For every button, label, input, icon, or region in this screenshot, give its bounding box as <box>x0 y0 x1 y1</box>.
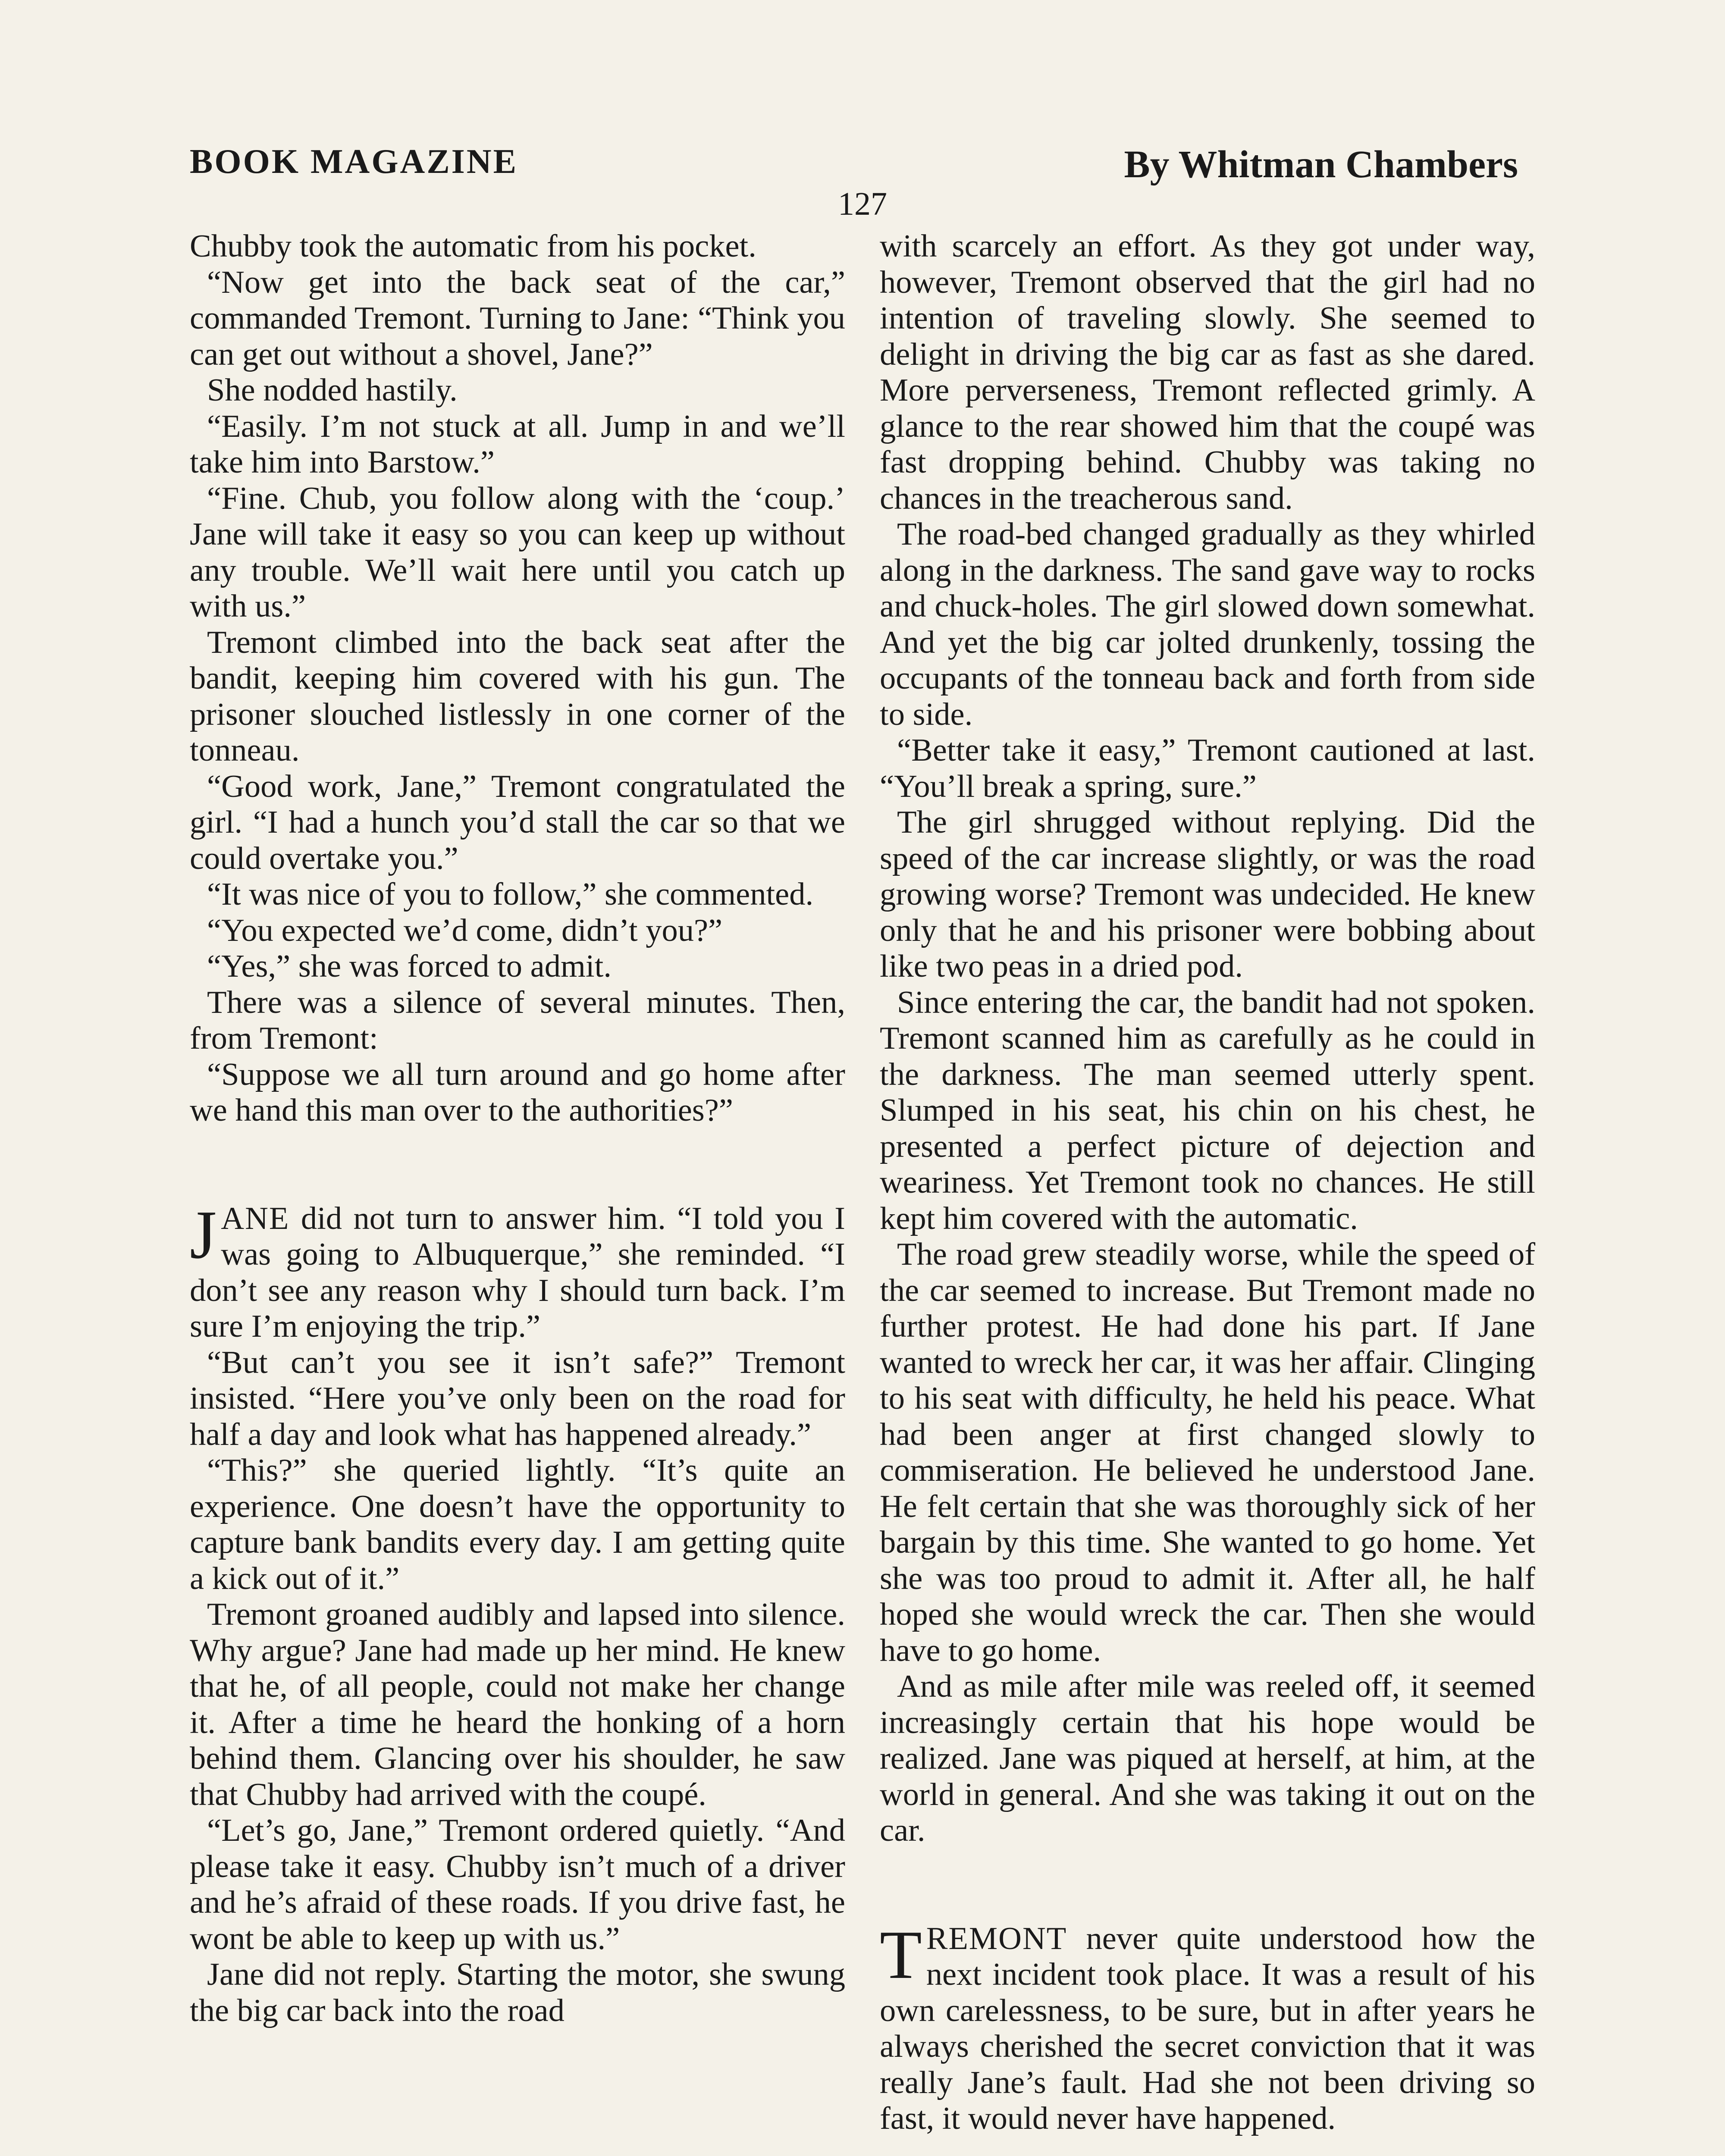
right-column <box>880 229 1535 2137</box>
drop-cap-paragraph <box>880 1916 1535 2137</box>
left-column <box>190 229 845 2029</box>
paragraph: The road grew steadily worse, while the speed of the car seemed to increase. But Tremont made no further protest. He had done his part. If Jane wanted to wreck her car, it was her affair. Clinging to his seat with difficulty, he held his peace. What had been anger at first changed slowly to commiseration. He believed he understood Jane. He felt certain that she was thoroughly sick of her bargain by this time. She wanted to go home. Yet she was too proud to admit it. After all, he half hoped she would wreck the car. Then she would have to go home. <box>880 1237 1535 1668</box>
paragraph: The road-bed changed gradually as they whirled along in the darkness. The sand gave way to rocks and chuck-holes. The girl slowed down somewhat. And yet the big car jolted drunkenly, tossing the occupants of the tonneau back and forth from side to side. <box>880 517 1535 732</box>
paragraph: “Fine. Chub, you follow along with the ‘coup.’ Jane will take it easy so you can keep up without any trouble. We’ll wait here until you catch up with us.” <box>190 480 845 624</box>
page-header <box>190 142 1518 190</box>
paragraph: “But can’t you see it isn’t safe?” Tremont insisted. “Here you’ve only been on the road for half a day and look what has happened already.” <box>190 1344 845 1452</box>
paragraph: The girl shrugged without replying. Did the speed of the car increase slightly, or was the road growing worse? Tremont was undecided. He knew only that he and his prisoner were bobbing about like two peas in a dried pod. <box>880 805 1535 984</box>
drop-cap-paragraph <box>190 1196 845 1345</box>
paragraph: There was a silence of several minutes. Then, from Tremont: <box>190 984 845 1056</box>
section-break <box>880 1849 1535 1921</box>
drop-cap: J <box>190 1196 217 1273</box>
paragraph: “It was nice of you to follow,” she commented. <box>207 877 814 912</box>
author-byline: By Whitman Chambers <box>1124 143 1518 186</box>
paragraph: “Suppose we all turn around and go home after we hand this man over to the authorities?” <box>190 1056 845 1128</box>
paragraph: And as mile after mile was reeled off, it seemed increasingly certain that his hope would be realized. Jane was piqued at herself, at him, at the world in general. And she was taking it out on the car. <box>880 1669 1535 1848</box>
small-caps-lead: ANE <box>221 1200 290 1236</box>
paragraph: “You expected we’d come, didn’t you?” <box>207 912 723 948</box>
paragraph: “This?” she queried lightly. “It’s quite an experience. One doesn’t have the opportunity to capture bank bandits every day. I am getting quite a kick out of it.” <box>190 1453 845 1596</box>
paragraph: Tremont groaned audibly and lapsed into silence. Why argue? Jane had made up her mind. He knew that he, of all people, could not make her change it. After a time he heard the honking of a horn behind them. Glancing over his shoulder, he saw that Chubby had arrived with the coupé. <box>190 1597 845 1812</box>
paragraph: Chubby took the automatic from his pocket. <box>190 229 756 264</box>
page-number: 127 <box>838 186 887 222</box>
paragraph: Jane did not reply. Starting the motor, she swung the big car back into the road <box>190 1957 845 2028</box>
paragraph-text: never quite understood how the next incident took place. It was a result of his own carelessness, to be sure, but in after years he always cherished the secret conviction that it was really Jane’s fault. Had she not been driving so fast, it would never have happened. <box>880 1921 1535 2136</box>
paragraph: She nodded hastily. <box>207 373 458 408</box>
drop-cap: T <box>880 1916 922 1993</box>
section-break <box>190 1129 845 1201</box>
paragraph: “Good work, Jane,” Tremont congratulated the girl. “I had a hunch you’d stall the car so that we could overtake you.” <box>190 768 845 876</box>
paragraph: “Now get into the back seat of the car,” commanded Tremont. Turning to Jane: “Think you can get out without a shovel, Jane?” <box>190 264 845 372</box>
paragraph: Tremont climbed into the back seat after the bandit, keeping him covered with his gun. The prisoner slouched listlessly in one corner of the tonneau. <box>190 624 845 768</box>
small-caps-lead: REMONT <box>926 1921 1067 1956</box>
paragraph: “Better take it easy,” Tremont cautioned at last. “You’ll break a spring, sure.” <box>880 733 1535 804</box>
paragraph: with scarcely an effort. As they got under way, however, Tremont observed that the girl had no intention of traveling slowly. She seemed to delight in driving the big car as fast as she dared. More perverseness, Tremont reflected grimly. A glance to the rear showed him that the coupé was fast dropping behind. Chubby was taking no chances in the treacherous sand. <box>880 229 1535 516</box>
paragraph: “Yes,” she was forced to admit. <box>207 949 612 984</box>
magazine-title: BOOK MAGAZINE <box>190 143 518 181</box>
paragraph: Since entering the car, the bandit had not spoken. Tremont scanned him as carefully as he could in the darkness. The man seemed utterly spent. Slumped in his seat, his chin on his chest, he presented a perfect picture of dejection and weariness. Yet Tremont took no chances. He still kept him covered with the automatic. <box>880 984 1535 1236</box>
paragraph-text: did not turn to answer him. “I told you I was going to Albuquerque,” she reminded. “I don’t see any reason why I should turn back. I’m sure I’m enjoying the trip.” <box>190 1200 845 1344</box>
paragraph: “Let’s go, Jane,” Tremont ordered quietly. “And please take it easy. Chubby isn’t much of a driver and he’s afraid of these roads. If you drive fast, he wont be able to keep up with us.” <box>190 1813 845 1956</box>
paragraph: “Easily. I’m not stuck at all. Jump in and we’ll take him into Barstow.” <box>190 408 845 480</box>
